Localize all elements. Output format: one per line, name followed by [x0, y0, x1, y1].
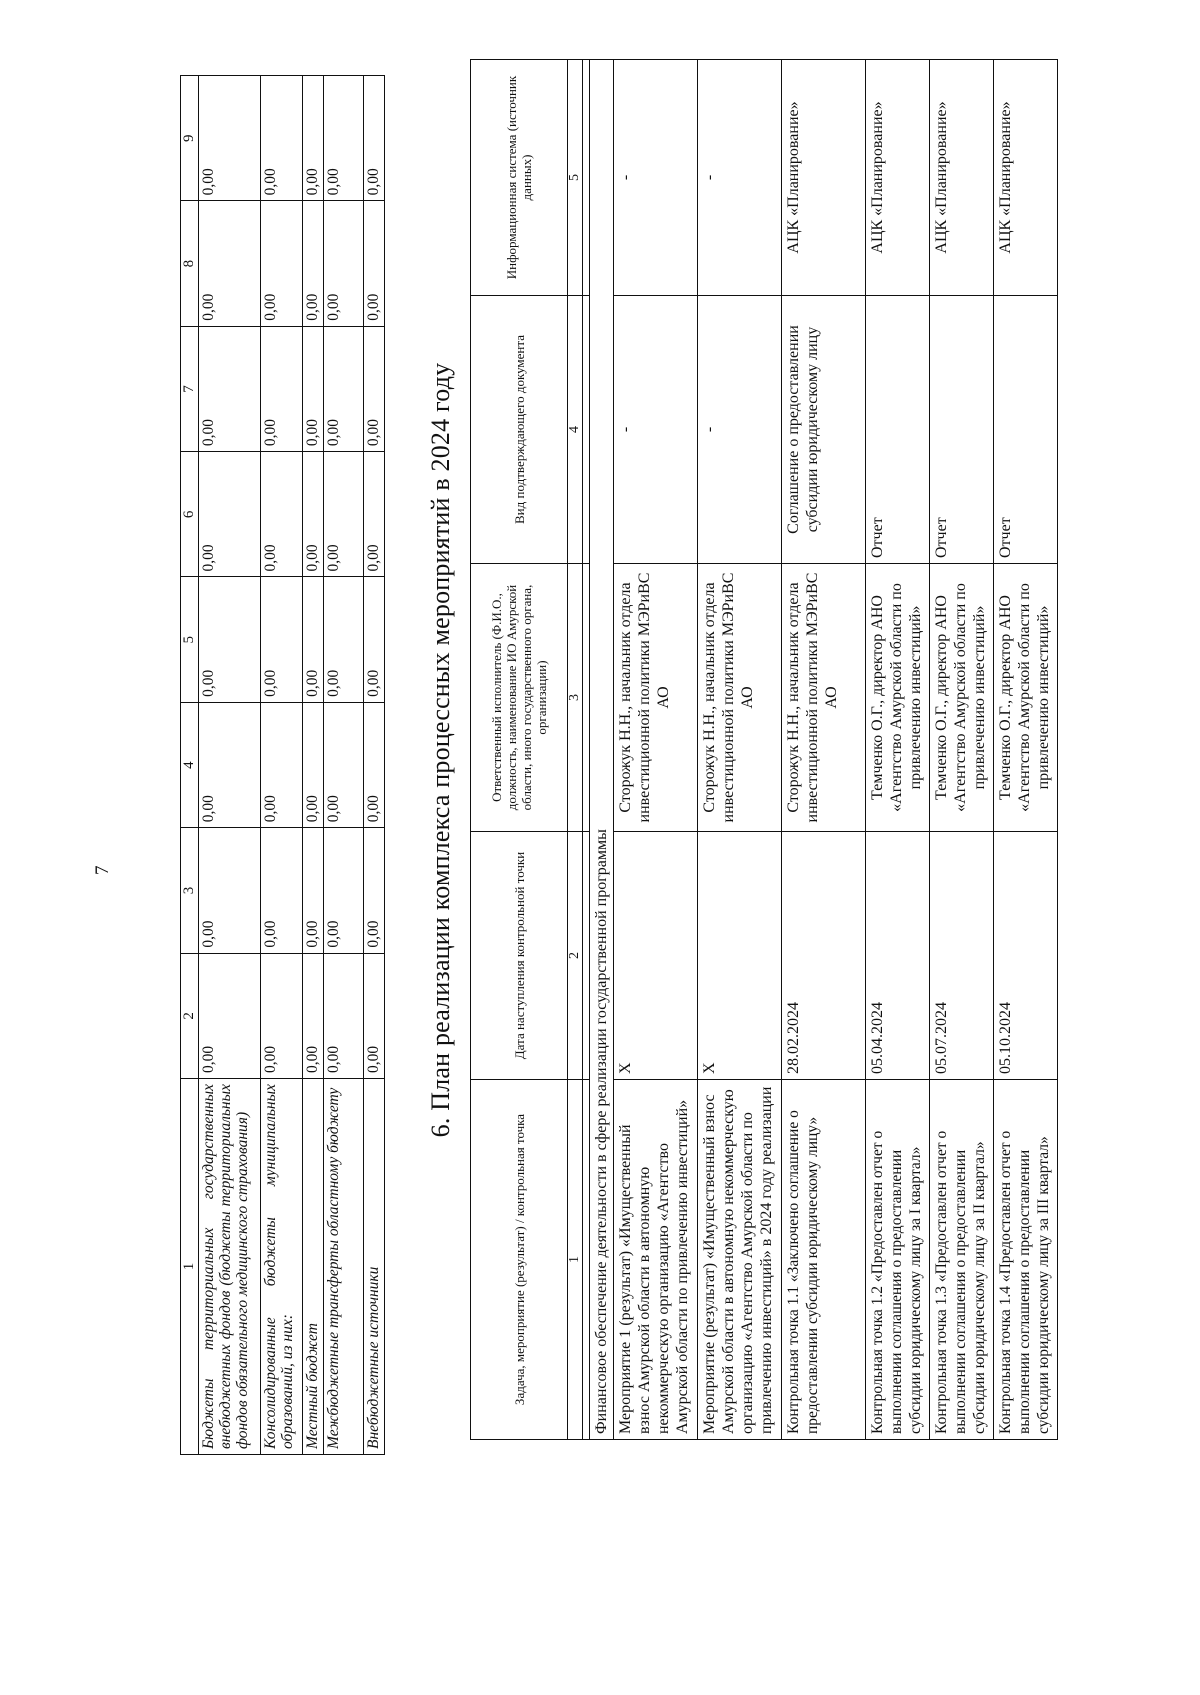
plan-task-cell: Мероприятие (результат) «Имущественный взнос Амурской области в автономную некоммерческую организацию «Агентство Амурской области по привлечению инвестиций» в 2024 году реализации — [698, 1080, 782, 1440]
table-cell: 0,00 — [199, 452, 261, 577]
section-title: 6. План реализации комплекса процессных мероприятий в 2024 году — [426, 362, 455, 1138]
table-cell: 0,00 — [199, 577, 261, 702]
table-cell: 0,00 — [303, 326, 324, 451]
plan-responsible-cell: Темченко О.Г., директор АНО «Агентство Амурской области по привлечению инвестиций» — [866, 564, 930, 832]
table-cell: 0,00 — [303, 452, 324, 577]
budget-col-header: 9 — [181, 76, 199, 201]
table-cell: 0,00 — [324, 326, 364, 451]
plan-task-cell: Контрольная точка 1.2 «Предоставлен отчет о выполнении соглашения о предоставлении субсидии юридическому лицу за I квартал» — [866, 1080, 930, 1440]
plan-col-header: Ответственный исполнитель (Ф.И.О., должность, наименование ИО Амурской области, иного государственного органа, организации) — [471, 564, 568, 832]
budget-row-label: Консолидированные бюджеты муниципальных образований, из них: — [261, 1079, 303, 1455]
budget-col-header: 6 — [181, 452, 199, 577]
plan-task-cell: Контрольная точка 1.4 «Предоставлен отчет о выполнении соглашения о предоставлении субсидии юридическому лицу за III квартал» — [994, 1080, 1058, 1440]
table-cell — [583, 60, 590, 296]
budget-row-label: Местный бюджет — [303, 1079, 324, 1455]
table-cell: 0,00 — [324, 828, 364, 953]
table-cell: 0,00 — [199, 76, 261, 201]
table-cell: 0,00 — [364, 326, 385, 451]
table-cell: 0,00 — [324, 702, 364, 827]
plan-document-cell: Отчет — [930, 296, 994, 564]
table-cell: 0,00 — [261, 201, 303, 326]
budget-col-header: 2 — [181, 953, 199, 1078]
table-cell: 0,00 — [199, 702, 261, 827]
plan-date-cell: X — [614, 832, 698, 1080]
table-cell: 0,00 — [303, 828, 324, 953]
column-number: 3 — [568, 564, 583, 832]
table-row — [199, 76, 261, 1455]
plan-responsible-cell: Сторожук Н.Н., начальник отдела инвестиционной политики МЭРиВС АО — [614, 564, 698, 832]
plan-responsible-cell: Сторожук Н.Н., начальник отдела инвестиционной политики МЭРиВС АО — [698, 564, 782, 832]
table-cell — [583, 1080, 590, 1440]
section-row — [590, 60, 614, 1440]
budget-sources-table — [180, 75, 385, 1455]
table-cell: 0,00 — [303, 201, 324, 326]
table-cell: 0,00 — [303, 702, 324, 827]
table-cell: 0,00 — [261, 452, 303, 577]
plan-source-cell: - — [614, 60, 698, 296]
budget-row-label: Межбюджетные трансферты областному бюджету — [324, 1079, 364, 1455]
table-cell — [583, 832, 590, 1080]
table-row — [782, 60, 866, 1440]
table-cell: 0,00 — [324, 76, 364, 201]
budget-col-header: 3 — [181, 828, 199, 953]
budget-col-header: 8 — [181, 201, 199, 326]
column-numbers-row — [568, 60, 583, 1440]
plan-source-cell: АЦК «Планирование» — [782, 60, 866, 296]
table-cell: 0,00 — [303, 577, 324, 702]
table-cell: 0,00 — [324, 953, 364, 1078]
plan-col-header: Вид подтверждающего документа — [471, 296, 568, 564]
table-cell: 0,00 — [261, 828, 303, 953]
plan-date-cell: 05.10.2024 — [994, 832, 1058, 1080]
plan-date-cell: 05.04.2024 — [866, 832, 930, 1080]
table-cell: 0,00 — [364, 201, 385, 326]
table-cell: 0,00 — [364, 953, 385, 1078]
table-cell: 0,00 — [324, 201, 364, 326]
plan-source-cell: АЦК «Планирование» — [994, 60, 1058, 296]
table-cell: 0,00 — [364, 702, 385, 827]
column-number: 1 — [568, 1080, 583, 1440]
column-number: 2 — [568, 832, 583, 1080]
plan-document-cell: Отчет — [866, 296, 930, 564]
table-cell: 0,00 — [364, 76, 385, 201]
page-number: 7 — [92, 865, 113, 875]
table-row — [994, 60, 1058, 1440]
budget-col-header: 7 — [181, 326, 199, 451]
plan-table-header-row — [471, 60, 568, 1440]
plan-date-cell: X — [698, 832, 782, 1080]
plan-date-cell: 05.07.2024 — [930, 832, 994, 1080]
plan-col-header: Информационная система (источник данных) — [471, 60, 568, 296]
plan-responsible-cell: Сторожук Н.Н., начальник отдела инвестиционной политики МЭРиВС АО — [782, 564, 866, 832]
table-row — [614, 60, 698, 1440]
plan-source-cell: АЦК «Планирование» — [930, 60, 994, 296]
table-cell: 0,00 — [364, 577, 385, 702]
plan-table — [470, 59, 1058, 1440]
plan-document-cell: Отчет — [994, 296, 1058, 564]
table-row — [930, 60, 994, 1440]
table-cell: 0,00 — [199, 201, 261, 326]
plan-responsible-cell: Темченко О.Г., директор АНО «Агентство Амурской области по привлечению инвестиций» — [930, 564, 994, 832]
table-row — [866, 60, 930, 1440]
table-cell — [583, 296, 590, 564]
budget-row-label: Бюджеты территориальных государственных внебюджетных фондов (бюджеты территориальных фондов обязательного медицинского страхования) — [199, 1079, 261, 1455]
plan-col-header: Задача, мероприятие (результат) / контрольная точка — [471, 1080, 568, 1440]
table-cell: 0,00 — [324, 452, 364, 577]
table-cell: 0,00 — [261, 953, 303, 1078]
plan-source-cell: АЦК «Планирование» — [866, 60, 930, 296]
plan-task-cell: Контрольная точка 1.1 «Заключено соглашение о предоставлении субсидии юридическому лицу» — [782, 1080, 866, 1440]
budget-col-header: 4 — [181, 702, 199, 827]
table-cell: 0,00 — [199, 326, 261, 451]
table-cell: 0,00 — [261, 326, 303, 451]
table-row — [303, 76, 324, 1455]
table-cell: 0,00 — [364, 828, 385, 953]
budget-table-header-row — [181, 76, 199, 1455]
plan-date-cell: 28.02.2024 — [782, 832, 866, 1080]
table-cell: 0,00 — [199, 953, 261, 1078]
table-row — [324, 76, 364, 1455]
budget-col-header: 5 — [181, 577, 199, 702]
plan-source-cell: - — [698, 60, 782, 296]
table-cell: 0,00 — [303, 76, 324, 201]
table-row — [364, 76, 385, 1455]
table-cell: 0,00 — [261, 577, 303, 702]
table-cell: 0,00 — [261, 76, 303, 201]
plan-document-cell: Соглашение о предоставлении субсидии юридическому лицу — [782, 296, 866, 564]
column-number: 4 — [568, 296, 583, 564]
spacer-row — [583, 60, 590, 1440]
section-row-label: Финансовое обеспечение деятельности в сфере реализации государственной программы — [590, 60, 614, 1440]
table-cell: 0,00 — [261, 702, 303, 827]
plan-col-header: Дата наступления контрольной точки — [471, 832, 568, 1080]
plan-responsible-cell: Темченко О.Г., директор АНО «Агентство Амурской области по привлечению инвестиций» — [994, 564, 1058, 832]
table-cell: 0,00 — [364, 452, 385, 577]
table-cell: 0,00 — [324, 577, 364, 702]
table-row — [261, 76, 303, 1455]
plan-task-cell: Мероприятие 1 (результат) «Имущественный взнос Амурской области в автономную некоммерческую организацию «Агентство Амурской области по привлечению инвестиций» — [614, 1080, 698, 1440]
column-number: 5 — [568, 60, 583, 296]
table-cell — [583, 564, 590, 832]
plan-document-cell: - — [698, 296, 782, 564]
plan-task-cell: Контрольная точка 1.3 «Предоставлен отчет о выполнении соглашения о предоставлении субсидии юридическому лицу за II квартал» — [930, 1080, 994, 1440]
plan-document-cell: - — [614, 296, 698, 564]
budget-col-header: 1 — [181, 1079, 199, 1455]
table-row — [698, 60, 782, 1440]
table-cell: 0,00 — [303, 953, 324, 1078]
budget-row-label: Внебюджетные источники — [364, 1079, 385, 1455]
table-cell: 0,00 — [199, 828, 261, 953]
